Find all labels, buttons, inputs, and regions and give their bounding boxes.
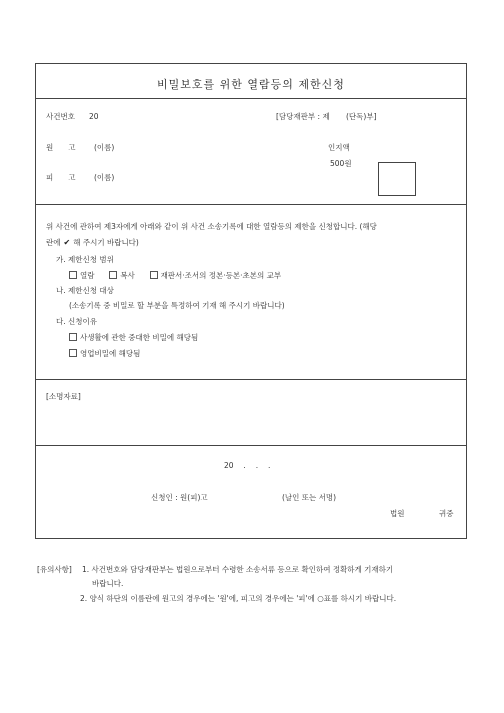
section-reason-title: 다. 신청이유 <box>56 317 97 326</box>
view-option-label: 열람 <box>80 271 95 280</box>
division-suffix: (단독)부] <box>346 112 377 121</box>
intro-line-2-prefix: 란에 <box>46 238 61 247</box>
intro-line-2-suffix: 해 주시기 바랍니다) <box>73 238 139 247</box>
defendant-name-hint[interactable]: (이름) <box>94 173 115 182</box>
revenue-stamp-box <box>378 162 416 196</box>
applicant-label: 신청인 : 원(피)고 <box>151 493 208 502</box>
divider-signature <box>36 445 466 446</box>
copy-checkbox[interactable] <box>109 271 117 279</box>
reason-trade <box>69 349 140 358</box>
seal-hint: (날인 또는 서명) <box>282 493 337 502</box>
issue-option-label: 재판서·조서의 정본·등본·초본의 교부 <box>160 271 282 280</box>
privacy-reason-label: 사생활에 관한 중대한 비밀에 해당됨 <box>80 333 199 342</box>
case-number-label: 사건번호 <box>46 112 75 121</box>
addressee: 귀중 <box>439 509 454 518</box>
plaintiff-label: 원 고 <box>46 143 76 152</box>
application-form <box>35 63 467 539</box>
issue-checkbox[interactable] <box>150 271 158 279</box>
divider-parties <box>36 204 466 205</box>
privacy-checkbox[interactable] <box>69 333 77 341</box>
date-line[interactable]: 20 . . . <box>224 461 271 470</box>
case-number-value[interactable]: 20 <box>89 112 99 121</box>
divider-title <box>36 98 466 99</box>
intro-line-1: 위 사건에 관하여 제3자에게 아래와 같이 위 사건 소송기록에 대한 열람등의 제한을 신청합니다. (해당 <box>46 222 377 231</box>
plaintiff-name-hint[interactable]: (이름) <box>94 143 115 152</box>
intro-line-2 <box>46 239 139 247</box>
view-checkbox[interactable] <box>69 271 77 279</box>
trade-secret-checkbox[interactable] <box>69 349 77 357</box>
reason-privacy <box>69 333 198 342</box>
note-1-line-2: 바랍니다. <box>92 579 124 588</box>
evidence-label: [소명자료] <box>46 392 81 401</box>
form-title: 비밀보호를 위한 열람등의 제한신청 <box>157 78 345 91</box>
note-2: 2. 양식 하단의 이름란에 원고의 경우에는 '원'에, 피고의 경우에는 '피'에 ○표를 하시기 바랍니다. <box>80 594 397 603</box>
stamp-label: 인지액 <box>328 143 350 152</box>
division-label: [담당재판부 : 제 <box>276 112 330 121</box>
section-scope-title: 가. 제한신청 범위 <box>56 255 114 264</box>
notes-heading: [유의사항] <box>37 565 72 574</box>
trade-secret-label: 영업비밀에 해당됨 <box>80 349 141 358</box>
check-mark-icon: ✔ <box>63 238 71 247</box>
section-target-title: 나. 제한신청 대상 <box>56 286 114 295</box>
court-label: 법원 <box>390 509 405 518</box>
defendant-label: 피 고 <box>46 173 76 182</box>
divider-evidence <box>36 379 466 380</box>
scope-options <box>69 271 281 280</box>
note-1-line-1: 1. 사건번호와 담당재판부는 법원으로부터 수령한 소송서류 등으로 확인하여 정확하게 기재하기 <box>82 565 394 574</box>
section-target-desc: (소송기록 중 비밀로 할 부분을 특정하여 기재 해 주시기 바랍니다) <box>69 301 285 310</box>
stamp-amount: 500원 <box>330 159 352 168</box>
copy-option-label: 복사 <box>120 271 135 280</box>
